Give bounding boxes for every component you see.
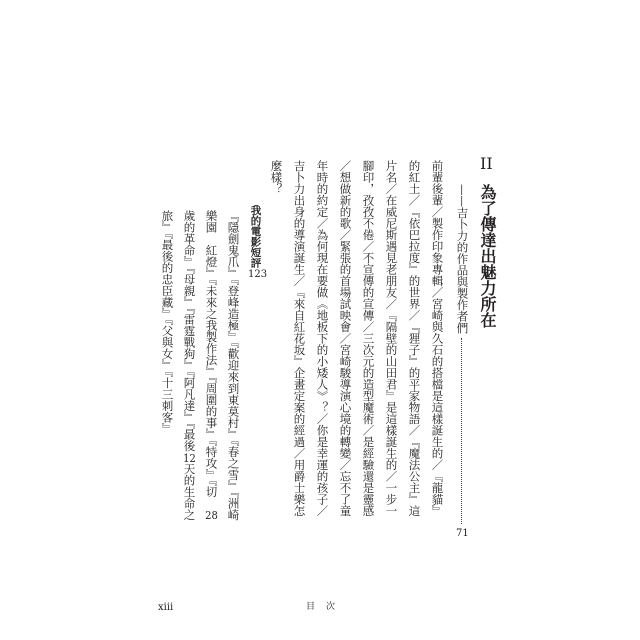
review-line (205, 210, 217, 521)
review-line (161, 210, 173, 434)
toc-line: 片名／在威尼斯遇見老朋友／『隔壁的山田君』是這樣誕生的／一步一 (384, 160, 399, 517)
running-head: 目 次 (306, 602, 337, 612)
toc-line: 腳印，孜孜不倦／不宣傳的宣傳／三次元的造型魔術／是經驗還是靈感 (361, 160, 376, 517)
review-line-text: 歲的革命』『母親』『雷霆戰狗』『阿凡達』『最後 (182, 210, 197, 452)
section-page-number: 71 (456, 528, 469, 539)
review-line-number: 28 (205, 509, 218, 521)
review-line-text: 天的生命之 (182, 463, 197, 521)
reviews-title: 我的電影短評 (249, 205, 262, 268)
review-line (183, 210, 195, 521)
section-subtitle: ——吉卜力的作品與製作者們 (455, 184, 470, 334)
section-title: 為了傳達出魅力所在 (478, 184, 497, 328)
review-line (227, 210, 239, 521)
review-line-text: 旅』『最後的忠臣藏』『父與女』『十三刺客』 (160, 210, 175, 435)
toc-line: 前輩後輩／製作印象專輯／宮崎與久石的搭檔是這樣誕生的／『龍貓』 (430, 160, 445, 517)
toc-line: ／想做新的歌／緊張的首場試映會／宮崎駿導演心境的轉變／忘不了童 (338, 160, 353, 517)
review-line-text: 『隱劍鬼爪』『登峰造極』『歡迎來到東莫村』『春之雪』『洲崎 (226, 210, 241, 521)
reviews-page-number: 123 (248, 269, 268, 280)
review-line-number: 12 (183, 451, 196, 463)
toc-line: 年時的約定／為何現在要做《地板下的小矮人》？／你是幸運的孩子／ (315, 160, 330, 517)
toc-line: 的紅土／『依巴拉度』的世界／『狸子』的平家物語／『魔法公主』這 (407, 160, 422, 517)
toc-line: 吉卜力出身的導演誕生／『來自紅花坂』企畫定案的經過／用爵士樂怎 (292, 160, 307, 517)
folio-page-number: xiii (158, 602, 174, 613)
review-line-text: 樂園 紅燈』『未來之我製作法』『周圍的事』『特攻』『切 (204, 210, 219, 509)
toc-line: 麼樣？ (269, 160, 284, 195)
dot-leader (461, 338, 462, 524)
section-number: II (480, 154, 493, 173)
